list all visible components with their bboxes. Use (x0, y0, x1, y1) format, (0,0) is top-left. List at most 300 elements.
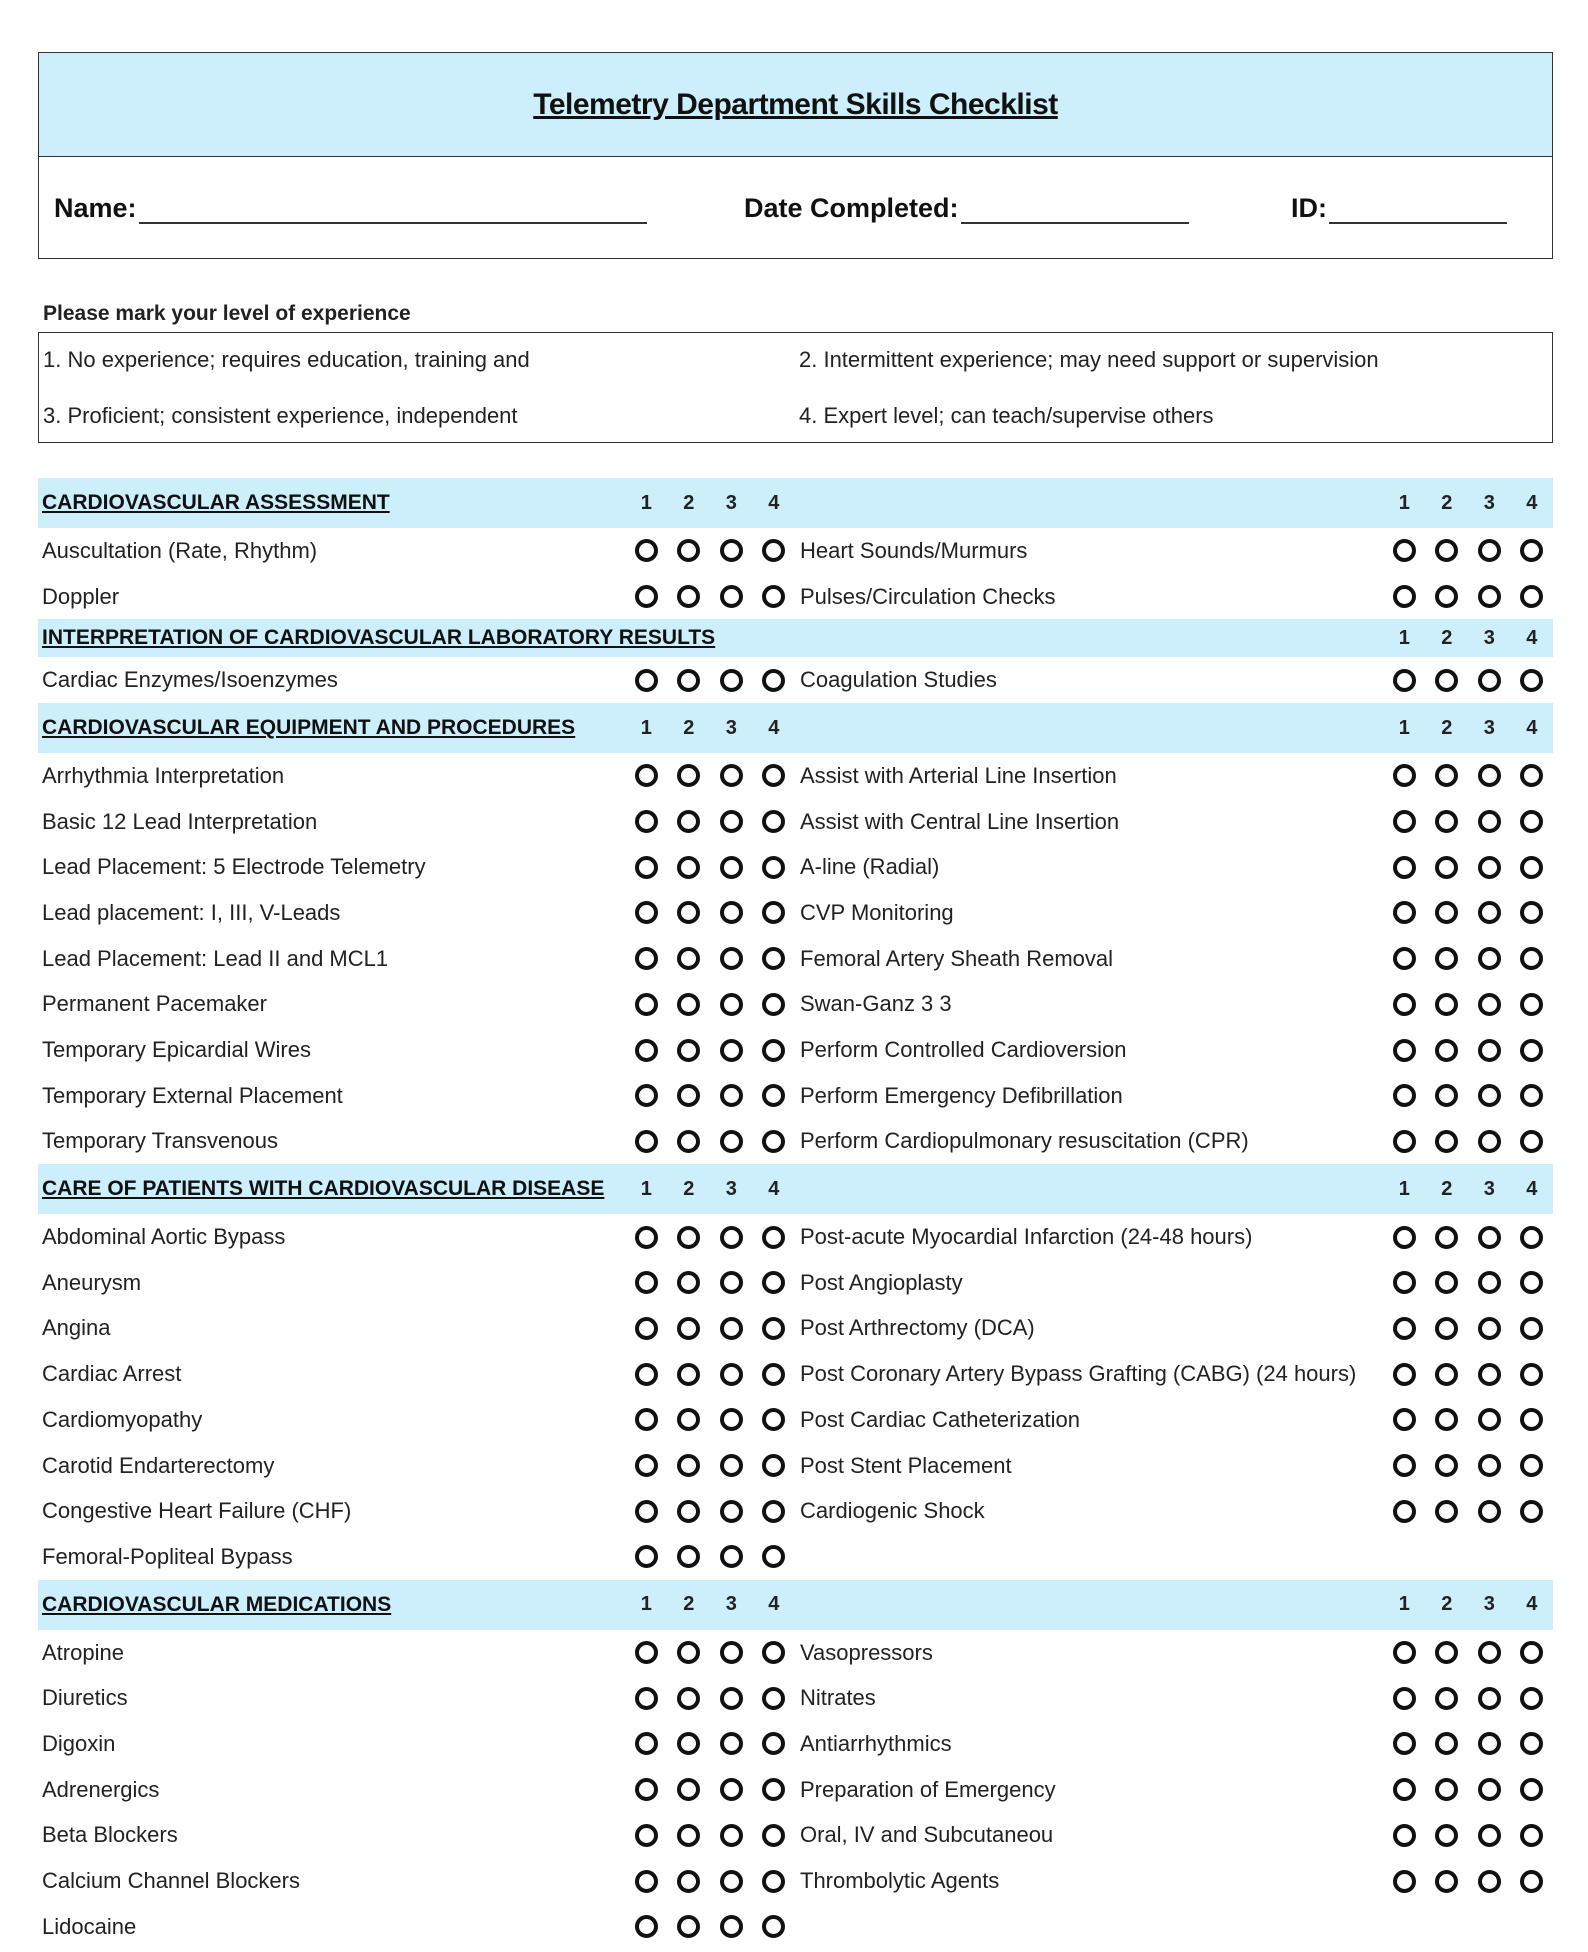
rating-radio-3[interactable] (720, 901, 743, 924)
rating-radio-2[interactable] (677, 993, 700, 1016)
name-line[interactable] (139, 198, 647, 224)
id-line[interactable] (1329, 198, 1507, 224)
scale-number: 4 (768, 491, 780, 514)
rating-radio-2[interactable] (677, 1226, 700, 1249)
rating-radio-1[interactable] (635, 1641, 658, 1664)
rating-radio-3[interactable] (1478, 901, 1501, 924)
rating-radio-2[interactable] (1435, 993, 1458, 1016)
skill-label: Cardiomyopathy (42, 1406, 203, 1432)
rating-radio-1[interactable] (635, 764, 658, 787)
rating-radio-2[interactable] (1435, 1084, 1458, 1107)
rating-radio-2[interactable] (677, 1363, 700, 1386)
rating-radio-1[interactable] (1393, 1084, 1416, 1107)
rating-radio-3[interactable] (720, 1732, 743, 1755)
rating-radio-3[interactable] (720, 585, 743, 608)
rating-radio-4[interactable] (762, 947, 785, 970)
section-title: CARE OF PATIENTS WITH CARDIOVASCULAR DISEASE (42, 1177, 605, 1201)
rating-options (625, 993, 795, 1016)
skill-label: Angina (42, 1315, 111, 1341)
skill-row (38, 890, 1553, 936)
rating-radio-3[interactable] (720, 1363, 743, 1386)
skill-label: Abdominal Aortic Bypass (42, 1224, 286, 1250)
skill-label: Atropine (42, 1639, 124, 1665)
rating-radio-1[interactable] (1393, 585, 1416, 608)
name-field[interactable] (54, 193, 647, 224)
rating-radio-3[interactable] (1478, 1408, 1501, 1431)
rating-radio-1[interactable] (1393, 1408, 1416, 1431)
rating-radio-3[interactable] (720, 669, 743, 692)
rating-radio-4[interactable] (762, 1500, 785, 1523)
skill-label: Post-acute Myocardial Infarction (24-48 hours) (800, 1224, 1253, 1250)
skill-row (38, 1260, 1553, 1306)
rating-radio-3[interactable] (720, 856, 743, 879)
skill-row (38, 1443, 1553, 1489)
rating-radio-4[interactable] (1520, 1870, 1543, 1893)
rating-radio-3[interactable] (1478, 1732, 1501, 1755)
rating-radio-2[interactable] (677, 1915, 700, 1938)
rating-options (625, 1915, 795, 1938)
rating-radio-4[interactable] (762, 1039, 785, 1062)
rating-radio-4[interactable] (762, 1824, 785, 1847)
rating-radio-3[interactable] (1478, 1454, 1501, 1477)
rating-options (625, 1732, 795, 1755)
rating-radio-1[interactable] (635, 1408, 658, 1431)
scale-numbers (625, 1178, 795, 1201)
rating-radio-4[interactable] (1520, 539, 1543, 562)
rating-options (625, 585, 795, 608)
rating-options (1383, 1500, 1553, 1523)
legend-level-2: 2. Intermittent experience; may need support or supervision (799, 347, 1379, 372)
rating-radio-3[interactable] (720, 1824, 743, 1847)
rating-radio-2[interactable] (677, 1732, 700, 1755)
rating-options (1383, 856, 1553, 879)
title-band (39, 53, 1552, 157)
rating-radio-1[interactable] (635, 1687, 658, 1710)
rating-radio-4[interactable] (1520, 947, 1543, 970)
rating-radio-2[interactable] (677, 1454, 700, 1477)
name-label: Name: (54, 193, 137, 223)
skill-row (38, 982, 1553, 1028)
skill-row (38, 1351, 1553, 1397)
scale-number: 1 (640, 716, 652, 739)
rating-options (625, 1454, 795, 1477)
rating-radio-4[interactable] (762, 585, 785, 608)
rating-radio-2[interactable] (677, 810, 700, 833)
section-header (38, 619, 1553, 657)
rating-radio-1[interactable] (1393, 1687, 1416, 1710)
rating-radio-1[interactable] (1393, 1039, 1416, 1062)
rating-radio-2[interactable] (1435, 1687, 1458, 1710)
rating-radio-2[interactable] (1435, 585, 1458, 608)
rating-radio-4[interactable] (762, 1317, 785, 1340)
rating-radio-4[interactable] (762, 901, 785, 924)
rating-radio-3[interactable] (720, 1408, 743, 1431)
rating-radio-1[interactable] (1393, 1454, 1416, 1477)
rating-radio-3[interactable] (720, 1545, 743, 1568)
rating-radio-4[interactable] (1520, 1039, 1543, 1062)
rating-radio-3[interactable] (720, 947, 743, 970)
rating-radio-3[interactable] (1478, 539, 1501, 562)
rating-radio-3[interactable] (720, 810, 743, 833)
rating-radio-2[interactable] (677, 1824, 700, 1847)
rating-radio-3[interactable] (720, 1870, 743, 1893)
rating-radio-1[interactable] (1393, 810, 1416, 833)
rating-options (625, 856, 795, 879)
rating-radio-1[interactable] (635, 1545, 658, 1568)
scale-number: 4 (1526, 1593, 1538, 1616)
rating-radio-3[interactable] (1478, 669, 1501, 692)
skill-row (38, 1027, 1553, 1073)
rating-radio-1[interactable] (1393, 1641, 1416, 1664)
rating-radio-2[interactable] (677, 539, 700, 562)
rating-radio-1[interactable] (1393, 1870, 1416, 1893)
rating-radio-4[interactable] (762, 1454, 785, 1477)
rating-options (625, 1545, 795, 1568)
rating-radio-3[interactable] (1478, 585, 1501, 608)
rating-radio-2[interactable] (677, 1778, 700, 1801)
rating-radio-2[interactable] (677, 764, 700, 787)
rating-radio-2[interactable] (677, 585, 700, 608)
rating-radio-2[interactable] (677, 1271, 700, 1294)
rating-radio-2[interactable] (1435, 1130, 1458, 1153)
rating-radio-2[interactable] (677, 1870, 700, 1893)
rating-radio-2[interactable] (1435, 1500, 1458, 1523)
rating-radio-1[interactable] (635, 1500, 658, 1523)
rating-options (1383, 669, 1553, 692)
rating-radio-2[interactable] (677, 856, 700, 879)
rating-radio-4[interactable] (1520, 764, 1543, 787)
scale-number: 3 (725, 491, 737, 514)
rating-radio-1[interactable] (635, 1915, 658, 1938)
skill-label: Cardiogenic Shock (800, 1498, 985, 1524)
rating-radio-2[interactable] (1435, 1317, 1458, 1340)
rating-radio-4[interactable] (1520, 1226, 1543, 1249)
rating-radio-3[interactable] (720, 1226, 743, 1249)
rating-radio-4[interactable] (762, 810, 785, 833)
rating-radio-4[interactable] (762, 1271, 785, 1294)
rating-radio-1[interactable] (635, 1271, 658, 1294)
rating-radio-2[interactable] (1435, 947, 1458, 970)
rating-options (1383, 1778, 1553, 1801)
rating-radio-2[interactable] (677, 1408, 700, 1431)
rating-radio-4[interactable] (762, 1408, 785, 1431)
rating-radio-3[interactable] (720, 1130, 743, 1153)
skill-label: Perform Controlled Cardioversion (800, 1037, 1127, 1063)
rating-radio-2[interactable] (677, 1084, 700, 1107)
rating-radio-3[interactable] (1478, 1500, 1501, 1523)
rating-radio-4[interactable] (1520, 585, 1543, 608)
rating-radio-2[interactable] (1435, 1226, 1458, 1249)
rating-radio-3[interactable] (720, 1039, 743, 1062)
rating-radio-2[interactable] (1435, 810, 1458, 833)
rating-radio-2[interactable] (677, 1687, 700, 1710)
skill-row (38, 1858, 1553, 1904)
rating-radio-3[interactable] (1478, 1130, 1501, 1153)
scale-numbers (1383, 627, 1553, 650)
rating-radio-1[interactable] (635, 1084, 658, 1107)
rating-options (1383, 1363, 1553, 1386)
rating-radio-1[interactable] (635, 1130, 658, 1153)
rating-radio-4[interactable] (762, 1687, 785, 1710)
rating-radio-1[interactable] (1393, 1363, 1416, 1386)
skill-label: CVP Monitoring (800, 899, 954, 925)
rating-radio-3[interactable] (1478, 1687, 1501, 1710)
rating-radio-4[interactable] (1520, 993, 1543, 1016)
rating-radio-1[interactable] (635, 1778, 658, 1801)
rating-radio-1[interactable] (635, 669, 658, 692)
rating-radio-3[interactable] (1478, 1317, 1501, 1340)
rating-radio-3[interactable] (720, 1084, 743, 1107)
rating-radio-3[interactable] (1478, 1870, 1501, 1893)
scale-number: 1 (1398, 1593, 1410, 1616)
rating-radio-1[interactable] (635, 539, 658, 562)
rating-options (625, 947, 795, 970)
rating-radio-4[interactable] (1520, 856, 1543, 879)
rating-radio-1[interactable] (635, 1226, 658, 1249)
scale-numbers (625, 1593, 795, 1616)
rating-radio-1[interactable] (1393, 1130, 1416, 1153)
rating-radio-1[interactable] (1393, 1732, 1416, 1755)
rating-radio-3[interactable] (720, 1915, 743, 1938)
rating-radio-3[interactable] (1478, 1084, 1501, 1107)
rating-radio-2[interactable] (1435, 1870, 1458, 1893)
rating-radio-4[interactable] (762, 1778, 785, 1801)
scale-number: 1 (640, 1593, 652, 1616)
scale-number: 4 (768, 716, 780, 739)
rating-radio-4[interactable] (1520, 1732, 1543, 1755)
rating-radio-2[interactable] (1435, 1778, 1458, 1801)
rating-options (625, 901, 795, 924)
rating-radio-3[interactable] (1478, 856, 1501, 879)
rating-radio-4[interactable] (1520, 1778, 1543, 1801)
rating-radio-1[interactable] (635, 856, 658, 879)
rating-radio-4[interactable] (762, 669, 785, 692)
rating-radio-2[interactable] (677, 1500, 700, 1523)
skill-label: Temporary Transvenous (42, 1128, 278, 1154)
rating-radio-1[interactable] (1393, 539, 1416, 562)
rating-radio-1[interactable] (1393, 669, 1416, 692)
rating-radio-4[interactable] (1520, 810, 1543, 833)
rating-radio-3[interactable] (1478, 810, 1501, 833)
rating-radio-3[interactable] (720, 1500, 743, 1523)
rating-radio-4[interactable] (762, 856, 785, 879)
rating-radio-1[interactable] (1393, 1778, 1416, 1801)
rating-radio-2[interactable] (1435, 1039, 1458, 1062)
rating-radio-1[interactable] (635, 993, 658, 1016)
rating-radio-4[interactable] (1520, 901, 1543, 924)
skill-label: Congestive Heart Failure (CHF) (42, 1498, 352, 1524)
rating-radio-4[interactable] (1520, 1500, 1543, 1523)
rating-radio-3[interactable] (1478, 1271, 1501, 1294)
skill-label: Antiarrhythmics (800, 1730, 952, 1756)
rating-radio-4[interactable] (1520, 1084, 1543, 1107)
rating-radio-1[interactable] (635, 947, 658, 970)
rating-radio-2[interactable] (677, 947, 700, 970)
rating-radio-1[interactable] (1393, 901, 1416, 924)
skill-label: Oral, IV and Subcutaneou (800, 1822, 1054, 1848)
rating-radio-4[interactable] (762, 1915, 785, 1938)
rating-radio-1[interactable] (635, 1870, 658, 1893)
rating-radio-3[interactable] (720, 764, 743, 787)
rating-radio-4[interactable] (1520, 1408, 1543, 1431)
rating-radio-4[interactable] (762, 1732, 785, 1755)
rating-options (625, 1870, 795, 1893)
rating-radio-3[interactable] (1478, 947, 1501, 970)
rating-radio-1[interactable] (635, 1039, 658, 1062)
rating-radio-4[interactable] (1520, 1317, 1543, 1340)
rating-radio-1[interactable] (635, 1363, 658, 1386)
rating-radio-2[interactable] (1435, 764, 1458, 787)
rating-radio-1[interactable] (1393, 947, 1416, 970)
skill-row (38, 1488, 1553, 1534)
rating-options (625, 1778, 795, 1801)
rating-radio-1[interactable] (1393, 856, 1416, 879)
rating-radio-4[interactable] (1520, 1641, 1543, 1664)
skill-row (38, 1721, 1553, 1767)
rating-radio-4[interactable] (762, 1084, 785, 1107)
section-title: CARDIOVASCULAR ASSESSMENT (42, 491, 390, 514)
skill-label: Femoral Artery Sheath Removal (800, 945, 1114, 971)
rating-radio-2[interactable] (1435, 539, 1458, 562)
rating-radio-3[interactable] (720, 1271, 743, 1294)
rating-radio-3[interactable] (720, 993, 743, 1016)
skill-row (38, 1904, 1553, 1950)
rating-radio-2[interactable] (677, 1545, 700, 1568)
rating-radio-2[interactable] (677, 1317, 700, 1340)
rating-radio-4[interactable] (762, 1130, 785, 1153)
skill-label: Post Angioplasty (800, 1269, 963, 1295)
rating-options (1383, 539, 1553, 562)
rating-radio-3[interactable] (1478, 1641, 1501, 1664)
skill-label: A-line (Radial) (800, 854, 940, 880)
rating-radio-1[interactable] (1393, 1226, 1416, 1249)
rating-radio-4[interactable] (762, 993, 785, 1016)
id-field[interactable] (1291, 193, 1507, 224)
rating-radio-2[interactable] (677, 669, 700, 692)
rating-radio-2[interactable] (1435, 1824, 1458, 1847)
scale-numbers (1383, 717, 1553, 740)
rating-radio-1[interactable] (1393, 1824, 1416, 1847)
skill-label: Digoxin (42, 1730, 116, 1756)
rating-radio-4[interactable] (1520, 1824, 1543, 1847)
rating-radio-3[interactable] (1478, 1226, 1501, 1249)
rating-radio-3[interactable] (720, 1687, 743, 1710)
rating-radio-2[interactable] (677, 901, 700, 924)
rating-radio-1[interactable] (635, 1454, 658, 1477)
rating-radio-3[interactable] (1478, 764, 1501, 787)
rating-radio-1[interactable] (1393, 1500, 1416, 1523)
rating-radio-3[interactable] (1478, 1363, 1501, 1386)
rating-radio-2[interactable] (1435, 901, 1458, 924)
rating-radio-2[interactable] (677, 1641, 700, 1664)
rating-options (1383, 993, 1553, 1016)
rating-radio-4[interactable] (762, 539, 785, 562)
skill-row (38, 1630, 1553, 1676)
rating-radio-3[interactable] (720, 1778, 743, 1801)
rating-radio-1[interactable] (635, 1317, 658, 1340)
rating-radio-4[interactable] (762, 1870, 785, 1893)
scale-number: 2 (683, 1177, 695, 1200)
legend-level-3: 3. Proficient; consistent experience, independent (43, 403, 518, 428)
rating-options (625, 1271, 795, 1294)
rating-radio-2[interactable] (677, 1130, 700, 1153)
rating-radio-2[interactable] (677, 1039, 700, 1062)
skill-row (38, 1675, 1553, 1721)
rating-radio-4[interactable] (762, 1545, 785, 1568)
rating-options (625, 539, 795, 562)
rating-radio-2[interactable] (1435, 1454, 1458, 1477)
rating-radio-3[interactable] (720, 1641, 743, 1664)
date-line[interactable] (961, 198, 1189, 224)
rating-radio-4[interactable] (1520, 1271, 1543, 1294)
rating-radio-4[interactable] (1520, 1454, 1543, 1477)
skill-label: Permanent Pacemaker (42, 991, 267, 1017)
rating-radio-1[interactable] (1393, 764, 1416, 787)
rating-radio-3[interactable] (720, 1454, 743, 1477)
rating-radio-1[interactable] (635, 1732, 658, 1755)
rating-radio-4[interactable] (762, 764, 785, 787)
rating-radio-4[interactable] (762, 1363, 785, 1386)
rating-radio-2[interactable] (1435, 1408, 1458, 1431)
rating-radio-1[interactable] (635, 585, 658, 608)
rating-radio-1[interactable] (1393, 1317, 1416, 1340)
rating-radio-1[interactable] (1393, 993, 1416, 1016)
skill-row (38, 574, 1553, 620)
rating-radio-1[interactable] (635, 901, 658, 924)
rating-radio-4[interactable] (762, 1226, 785, 1249)
scale-number: 1 (1398, 1177, 1410, 1200)
rating-radio-3[interactable] (1478, 993, 1501, 1016)
rating-radio-2[interactable] (1435, 856, 1458, 879)
rating-radio-1[interactable] (635, 810, 658, 833)
rating-radio-4[interactable] (1520, 1130, 1543, 1153)
skill-label: Nitrates (800, 1685, 876, 1711)
rating-radio-3[interactable] (1478, 1824, 1501, 1847)
rating-radio-2[interactable] (1435, 1732, 1458, 1755)
scale-number: 1 (1398, 626, 1410, 649)
rating-radio-2[interactable] (1435, 669, 1458, 692)
rating-options (1383, 1824, 1553, 1847)
rating-radio-3[interactable] (1478, 1039, 1501, 1062)
scale-number: 4 (1526, 626, 1538, 649)
rating-radio-4[interactable] (762, 1641, 785, 1664)
rating-options (1383, 1130, 1553, 1153)
header-box (38, 52, 1553, 259)
rating-radio-4[interactable] (1520, 1363, 1543, 1386)
rating-radio-4[interactable] (1520, 669, 1543, 692)
experience-legend (38, 332, 1553, 443)
rating-radio-3[interactable] (1478, 1778, 1501, 1801)
rating-radio-4[interactable] (1520, 1687, 1543, 1710)
rating-radio-2[interactable] (1435, 1271, 1458, 1294)
section-header (38, 1164, 1553, 1214)
rating-radio-2[interactable] (1435, 1641, 1458, 1664)
scale-numbers (1383, 492, 1553, 515)
date-field[interactable] (744, 193, 1189, 224)
scale-number: 1 (640, 1177, 652, 1200)
rating-options (625, 1226, 795, 1249)
scale-number: 3 (725, 716, 737, 739)
skill-label: Coagulation Studies (800, 667, 997, 693)
rating-radio-1[interactable] (635, 1824, 658, 1847)
rating-radio-1[interactable] (1393, 1271, 1416, 1294)
skill-row (38, 1073, 1553, 1119)
rating-radio-3[interactable] (720, 539, 743, 562)
rating-options (1383, 901, 1553, 924)
skill-label: Vasopressors (800, 1639, 933, 1665)
rating-radio-3[interactable] (720, 1317, 743, 1340)
rating-radio-2[interactable] (1435, 1363, 1458, 1386)
